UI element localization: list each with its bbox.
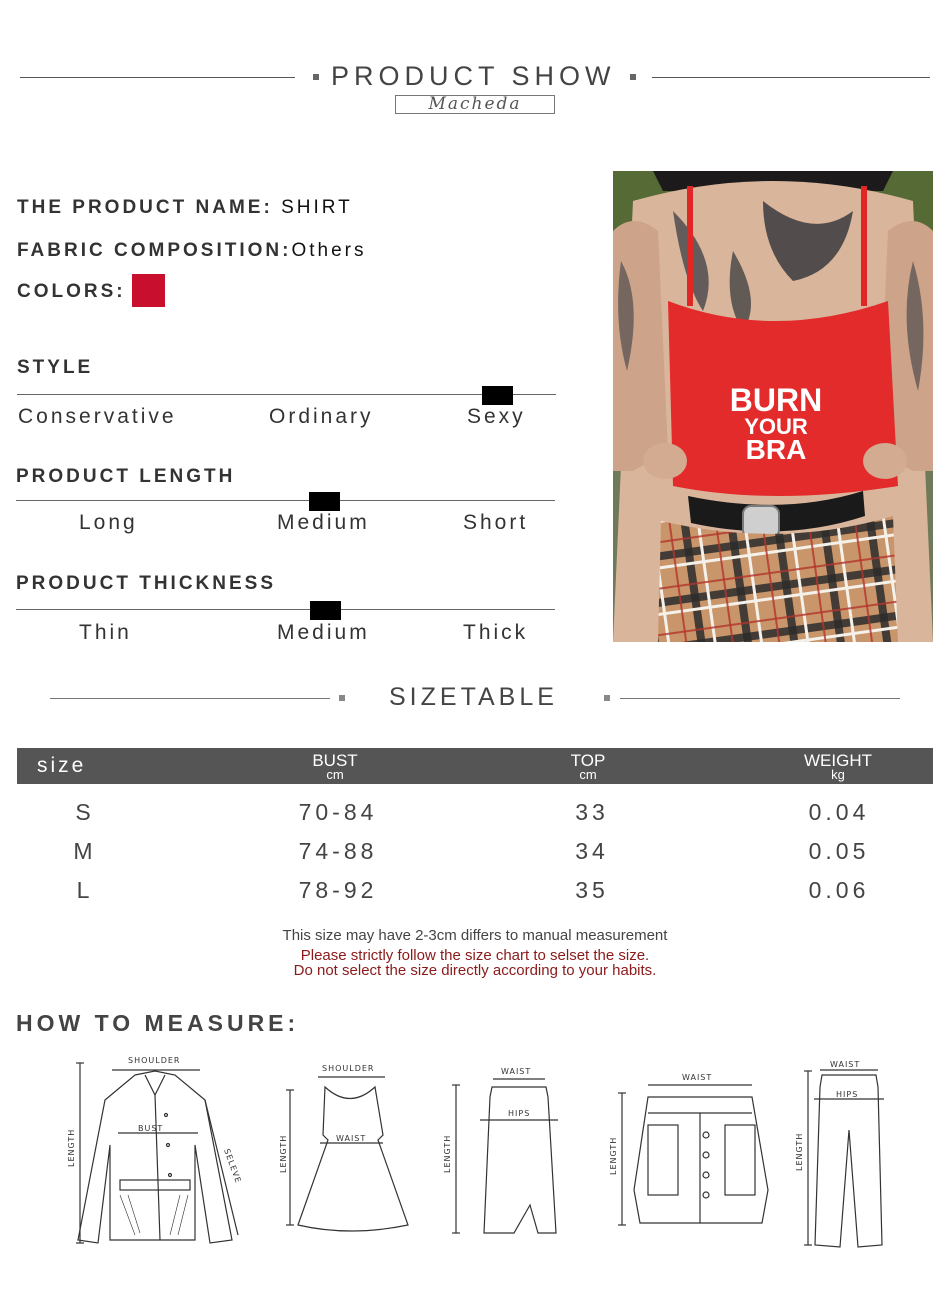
style-marker	[482, 386, 513, 405]
header-bust: BUST cm	[312, 751, 358, 782]
brand-name: Macheda	[395, 95, 555, 114]
thickness-marker	[310, 601, 341, 620]
size-warning-line-2: Do not select the size directly according to your habits.	[293, 962, 657, 979]
shorts-diagram	[618, 1085, 768, 1225]
skirt-diagram	[452, 1079, 558, 1233]
page-title: PRODUCT SHOW	[331, 61, 616, 91]
header-bullet-right	[630, 74, 636, 80]
how-to-measure-title: HOW TO MEASURE:	[16, 1010, 300, 1036]
shirt-text-line-3: BRA	[745, 434, 807, 465]
thickness-option-thin: Thin	[79, 621, 132, 644]
cell-top: 34	[575, 838, 609, 864]
header-rule-left	[20, 77, 295, 78]
cell-size: M	[73, 838, 97, 864]
cell-weight: 0.05	[808, 838, 870, 864]
dress-waist-label: WAIST	[336, 1134, 367, 1143]
header-weight: WEIGHT kg	[804, 751, 872, 782]
header-top: TOP cm	[570, 751, 606, 782]
jacket-diagram	[76, 1063, 238, 1243]
sizetable-title: SIZETABLE	[389, 683, 558, 711]
style-option-sexy: Sexy	[467, 405, 526, 428]
sizetable-bullet-right	[604, 695, 610, 701]
product-name-row	[17, 197, 353, 219]
cell-bust: 78-92	[298, 877, 378, 903]
size-warning-line-1: Please strictly follow the size chart to selset the size.	[300, 947, 650, 964]
cell-size: S	[75, 799, 95, 825]
cell-top: 33	[575, 799, 609, 825]
length-marker	[309, 492, 340, 511]
sizetable-bullet-left	[339, 695, 345, 701]
length-option-long: Long	[79, 511, 138, 534]
cell-weight: 0.04	[808, 799, 870, 825]
jacket-length-label: LENGTH	[67, 1128, 76, 1167]
style-title: STYLE	[17, 357, 94, 378]
header-bullet-left	[313, 74, 319, 80]
header-rule-right	[652, 77, 930, 78]
fabric-value: Others	[291, 240, 367, 261]
jacket-shoulder-label: SHOULDER	[128, 1056, 181, 1065]
skirt-hips-label: HIPS	[508, 1109, 531, 1118]
header-size: size	[37, 754, 87, 777]
cell-weight: 0.06	[808, 877, 870, 903]
thickness-title: PRODUCT THICKNESS	[16, 573, 277, 594]
shorts-length-label: LENGTH	[609, 1136, 618, 1175]
fabric-row	[17, 240, 366, 262]
measure-diagrams	[0, 1045, 950, 1296]
dress-length-label: LENGTH	[279, 1134, 288, 1173]
fabric-label: FABRIC COMPOSITION:	[17, 240, 292, 261]
size-table-header	[17, 748, 933, 784]
jacket-sleeve-label: SELEVE	[222, 1147, 243, 1185]
sizetable-rule-left	[50, 698, 330, 699]
color-swatch-red[interactable]	[132, 274, 165, 307]
shorts-waist-label: WAIST	[682, 1073, 713, 1082]
thickness-scale-line	[16, 609, 555, 610]
thickness-option-medium: Medium	[277, 621, 370, 644]
length-option-medium: Medium	[277, 511, 370, 534]
length-option-short: Short	[463, 511, 529, 534]
shirt-text-line-2: YOUR	[744, 414, 808, 439]
length-title: PRODUCT LENGTH	[16, 466, 236, 487]
cell-size: L	[76, 877, 94, 903]
thickness-option-thick: Thick	[463, 621, 529, 644]
product-name-label: THE PRODUCT NAME:	[17, 197, 273, 218]
shirt-text-line-1: BURN	[729, 382, 823, 418]
product-photo-illustration	[613, 171, 933, 642]
length-scale-line	[16, 500, 555, 501]
pants-waist-label: WAIST	[830, 1060, 861, 1069]
cell-bust: 70-84	[298, 799, 378, 825]
dress-shoulder-label: SHOULDER	[322, 1064, 375, 1073]
skirt-length-label: LENGTH	[443, 1134, 452, 1173]
skirt-waist-label: WAIST	[501, 1067, 532, 1076]
style-option-ordinary: Ordinary	[269, 405, 374, 428]
pants-length-label: LENGTH	[795, 1132, 804, 1171]
sizetable-rule-right	[620, 698, 900, 699]
size-note: This size may have 2-3cm differs to manual measurement	[282, 927, 668, 944]
style-option-conservative: Conservative	[18, 405, 177, 428]
cell-bust: 74-88	[298, 838, 378, 864]
product-photo	[613, 171, 933, 642]
colors-label: COLORS:	[17, 281, 126, 302]
cell-top: 35	[575, 877, 609, 903]
jacket-bust-label: BUST	[138, 1124, 164, 1133]
style-scale-line	[17, 394, 556, 395]
product-name-value: SHIRT	[281, 197, 353, 218]
dress-diagram	[286, 1077, 408, 1231]
pants-hips-label: HIPS	[836, 1090, 859, 1099]
size-warning	[0, 948, 950, 978]
